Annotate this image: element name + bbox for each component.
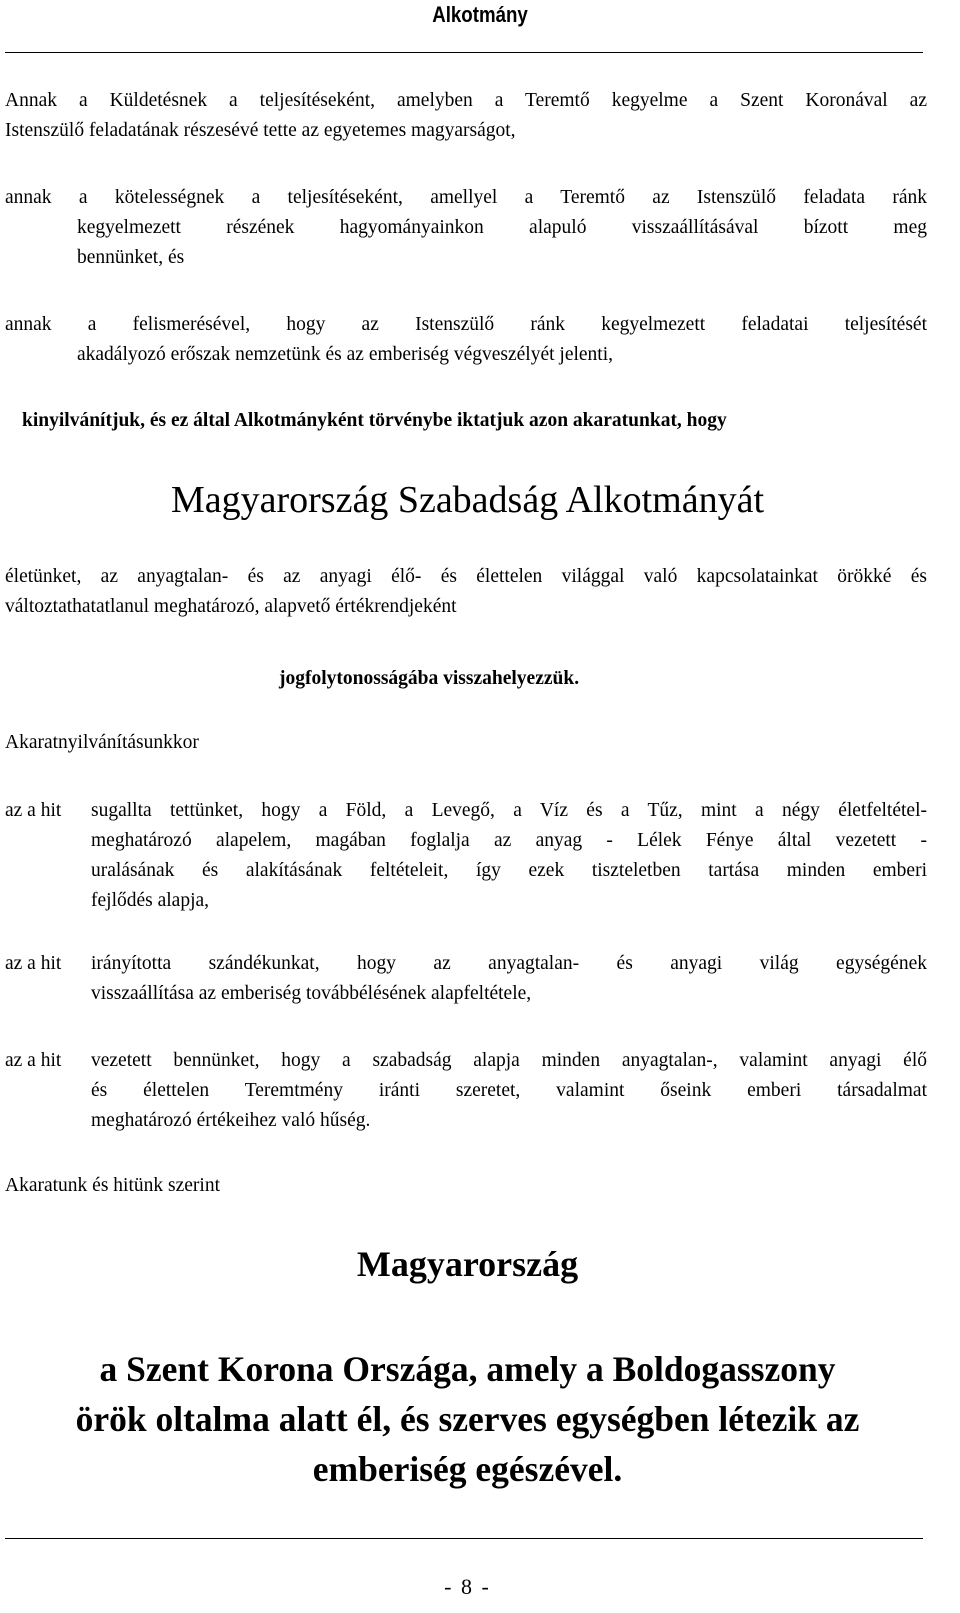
- intro-paragraph-2: [5, 183, 927, 213]
- hit-paragraph-3: [91, 1046, 927, 1136]
- header-title: Alkotmány: [432, 2, 528, 27]
- text-line: annak a felismerésével, hogy az Istenszülő ránk kegyelmezett feladatai teljesítését: [5, 314, 927, 335]
- akaratnyilvanitas-label: Akaratnyilvánításunkkor: [5, 732, 199, 753]
- text-line: sugallta tettünket, hogy a Föld, a Levegő, a Víz és a Tűz, mint a négy életfeltétel-: [91, 800, 927, 821]
- intro-paragraph-2-cont: [77, 213, 927, 273]
- hit-paragraph-1: [91, 796, 927, 916]
- page-number: - 8 -: [444, 1574, 491, 1599]
- intro-paragraph-1: [5, 86, 927, 146]
- hit-label: az a hit: [5, 1050, 62, 1071]
- text-line: bennünket, és: [77, 247, 185, 268]
- text-line: meghatározó értékeihez való hűség.: [91, 1110, 371, 1131]
- text-line: akadályozó erőszak nemzetünk és az emberiség végveszélyét jelenti,: [77, 344, 614, 365]
- akaratunk-label: Akaratunk és hitünk szerint: [5, 1175, 220, 1196]
- country-title: Magyarország: [356, 1244, 579, 1284]
- text-line: életünket, az anyagtalan- és az anyagi élő- és élettelen világgal való kapcsolatainkat örökké és: [5, 566, 927, 587]
- text-line: és élettelen Teremtmény iránti szeretet, valamint őseink emberi társadalmat: [91, 1080, 927, 1101]
- declaration-line: kinyilvánítjuk, és ez által Alkotmányként törvénybe iktatjuk azon akaratunkat, hogy: [22, 410, 727, 431]
- intro-paragraph-3: [5, 310, 927, 340]
- restore-line: jogfolytonosságába visszahelyezzük.: [279, 668, 580, 689]
- text-line: örök oltalma alatt él, és szerves egységben létezik az: [75, 1399, 860, 1439]
- text-line: kegyelmezett részének hagyományainkon alapuló visszaállításával bízott meg: [77, 217, 927, 238]
- hit-label: az a hit: [5, 800, 62, 821]
- text-line: irányította szándékunkat, hogy az anyagtalan- és anyagi világ egységének: [91, 953, 927, 974]
- footer-rule: [5, 1538, 923, 1539]
- text-line: uralásának és alakításának feltételeit, így ezek tiszteletben tartása minden emberi: [91, 860, 927, 881]
- text-line: fejlődés alapja,: [91, 890, 210, 911]
- text-line: meghatározó alapelem, magában foglalja az anyag - Lélek Fénye által vezetett -: [91, 830, 927, 851]
- text-line: vezetett bennünket, hogy a szabadság alapja minden anyagtalan-, valamint anyagi élő: [91, 1050, 927, 1071]
- values-paragraph: [5, 562, 927, 622]
- text-line: annak a kötelességnek a teljesítéseként, amellyel a Teremtő az Istenszülő feladata ránk: [5, 187, 927, 208]
- text-line: változtathatatlanul meghatározó, alapvető értékrendjeként: [5, 596, 457, 617]
- hit-paragraph-2: [91, 949, 927, 1009]
- text-line: emberiség egészével.: [312, 1449, 623, 1489]
- hit-label: az a hit: [5, 953, 62, 974]
- text-line: a Szent Korona Országa, amely a Boldogasszony: [99, 1349, 836, 1389]
- constitution-title: Magyarország Szabadság Alkotmányát: [170, 479, 765, 521]
- header-rule: [5, 52, 923, 53]
- text-line: Annak a Küldetésnek a teljesítéseként, amelyben a Teremtő kegyelme a Szent Koronával az: [5, 90, 927, 111]
- intro-paragraph-3-cont: [77, 340, 927, 370]
- text-line: Istenszülő feladatának részesévé tette az egyetemes magyarságot,: [5, 120, 516, 141]
- closing-statement: [0, 1344, 935, 1494]
- text-line: visszaállítása az emberiség továbbélésének alapfeltétele,: [91, 983, 532, 1004]
